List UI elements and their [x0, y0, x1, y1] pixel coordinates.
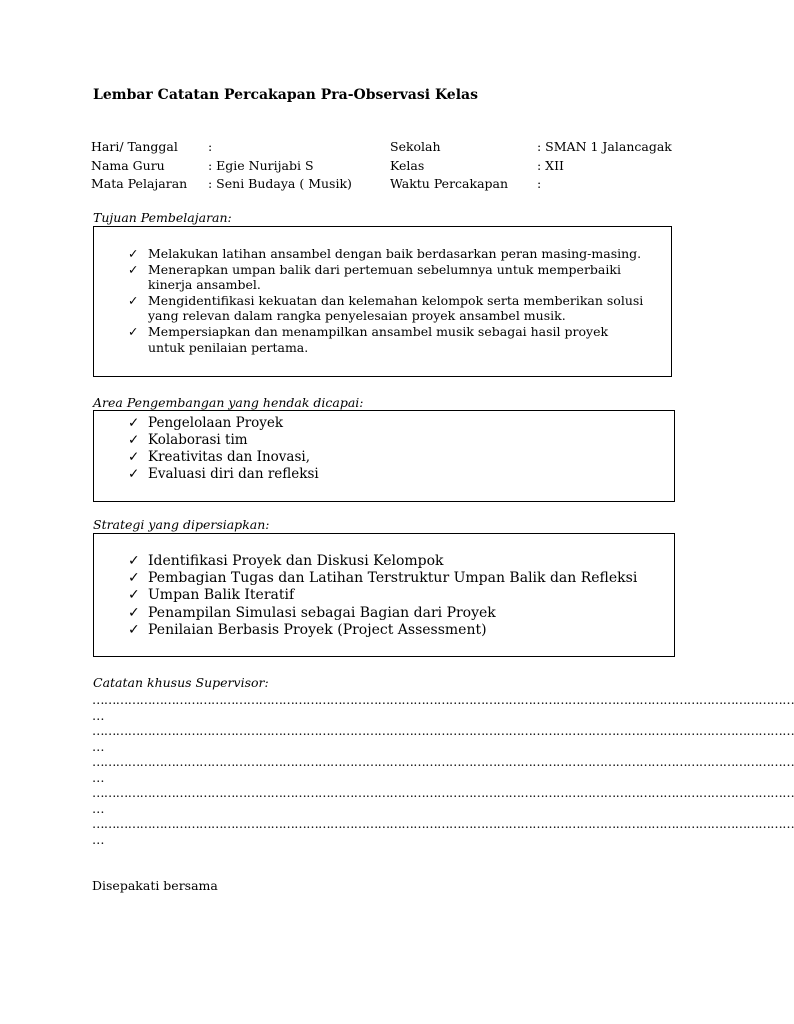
closing-text: Disepakati bersama — [92, 878, 218, 893]
label-waktu-percakapan: Waktu Percakapan — [390, 176, 509, 191]
dotted-line: …………………………………………………………………………………………………………………………………………………………… — [92, 754, 794, 769]
checkmark-icon: ✓ — [128, 621, 140, 638]
label-mata-pelajaran: Mata Pelajaran — [91, 176, 188, 191]
checkmark-icon: ✓ — [128, 570, 140, 587]
strategi-list — [124, 553, 654, 639]
list-item: ✓ Mengidentifikasi kekuatan dan kelemahan kelompok serta memberikan solusi yang relevan dalam rangka penyelesaian proyek ansambel musik. — [128, 292, 644, 324]
info-left-values — [208, 138, 352, 194]
checkmark-icon: ✓ — [128, 261, 139, 277]
value-mata-pelajaran: : Seni Budaya ( Musik) — [208, 176, 352, 191]
list-item: ✓ Menerapkan umpan balik dari pertemuan sebelumnya untuk memperbaiki kinerja ansambel. — [128, 261, 621, 293]
value-kelas: : XII — [537, 157, 564, 173]
tujuan-list — [124, 246, 646, 355]
list-item: ✓ Identifikasi Proyek dan Diskusi Kelompok — [128, 553, 444, 569]
checkmark-icon: ✓ — [128, 553, 140, 569]
info-right-labels — [390, 138, 508, 194]
checkmark-icon: ✓ — [128, 432, 140, 448]
dotted-line: … — [92, 800, 104, 816]
checkmark-icon: ✓ — [128, 449, 140, 465]
strategi-label: Strategi yang dipersiapkan: — [93, 517, 270, 532]
list-item: ✓ Penilaian Berbasis Proyek (Project Assessment) — [128, 621, 487, 638]
info-right-values — [537, 138, 672, 194]
tujuan-label: Tujuan Pembelajaran: — [93, 210, 232, 225]
dotted-line: …………………………………………………………………………………………………………………………………………………………… — [92, 785, 794, 800]
area-box — [93, 410, 675, 502]
value-sekolah: : SMAN 1 Jalancagak — [537, 139, 672, 154]
dotted-line: … — [92, 831, 104, 847]
checkmark-icon: ✓ — [128, 587, 140, 604]
label-nama-guru: Nama Guru — [91, 157, 165, 173]
dotted-line: …………………………………………………………………………………………………………………………………………………………… — [92, 723, 794, 738]
list-item: ✓ Mempersiapkan dan menampilkan ansambel musik sebagai hasil proyek untuk penilaian pertama. — [128, 323, 609, 355]
dotted-line: … — [92, 738, 104, 754]
checkmark-icon: ✓ — [128, 246, 139, 261]
value-hari-tanggal: : — [208, 139, 213, 154]
label-hari-tanggal: Hari/ Tanggal — [91, 139, 178, 154]
info-left-labels — [91, 138, 187, 194]
dotted-line: … — [92, 769, 104, 785]
area-label: Area Pengembangan yang hendak dicapai: — [93, 395, 364, 410]
list-item: ✓ Umpan Balik Iteratif — [128, 587, 295, 604]
value-waktu-percakapan: : — [537, 176, 542, 191]
catatan-lines — [92, 692, 794, 847]
dotted-line: …………………………………………………………………………………………………………………………………………………………… — [92, 816, 794, 831]
area-list — [124, 415, 644, 483]
catatan-label: Catatan khusus Supervisor: — [93, 675, 269, 690]
dotted-line: … — [92, 707, 104, 723]
tujuan-box — [93, 226, 672, 377]
dotted-line: …………………………………………………………………………………………………………………………………………………………… — [92, 692, 794, 707]
checkmark-icon: ✓ — [128, 466, 140, 482]
list-item: ✓ Pengelolaan Proyek — [128, 415, 284, 431]
label-kelas: Kelas — [390, 157, 425, 173]
checkmark-icon: ✓ — [128, 323, 139, 339]
value-nama-guru: : Egie Nurijabi S — [208, 157, 314, 173]
checkmark-icon: ✓ — [128, 415, 140, 431]
label-sekolah: Sekolah — [390, 139, 441, 154]
checkmark-icon: ✓ — [128, 604, 140, 621]
list-item: ✓ Evaluasi diri dan refleksi — [128, 466, 319, 482]
list-item: ✓ Kolaborasi tim — [128, 432, 248, 448]
list-item: ✓ Penampilan Simulasi sebagai Bagian dari Proyek — [128, 604, 496, 621]
list-item: ✓ Melakukan latihan ansambel dengan baik berdasarkan peran masing-masing. — [128, 246, 642, 261]
page-title: Lembar Catatan Percakapan Pra-Observasi Kelas — [93, 87, 478, 103]
list-item: ✓ Pembagian Tugas dan Latihan Terstruktur Umpan Balik dan Refleksi — [128, 570, 638, 587]
strategi-box — [93, 533, 675, 657]
checkmark-icon: ✓ — [128, 292, 139, 308]
list-item: ✓ Kreativitas dan Inovasi, — [128, 449, 310, 465]
